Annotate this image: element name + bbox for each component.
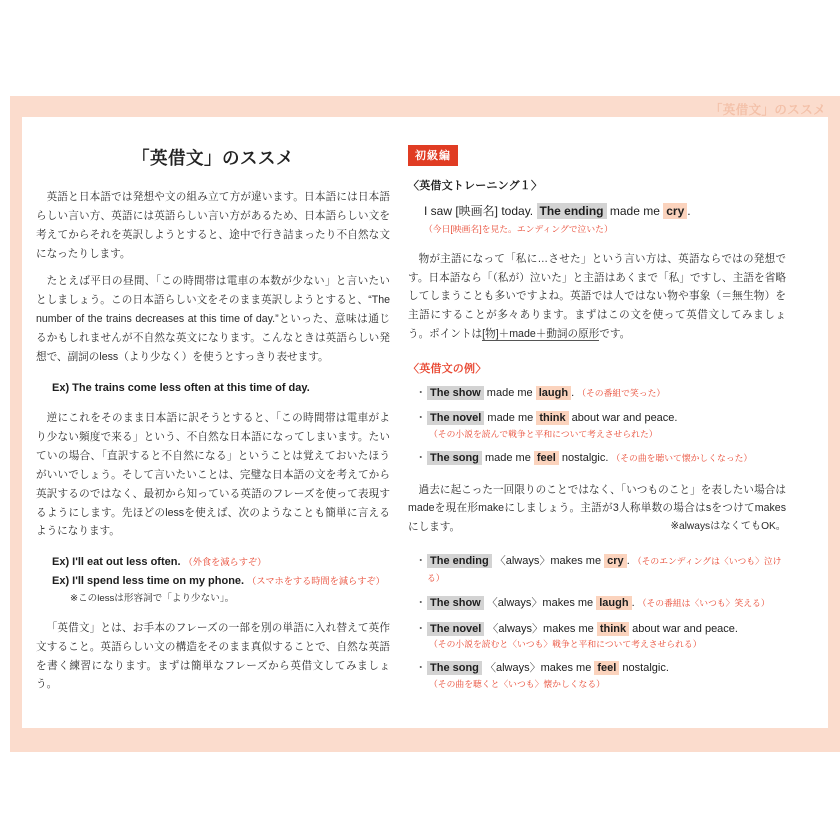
left-example-block-2	[36, 553, 390, 607]
right-paragraph-2-note: ※alwaysはなくてもOK。	[670, 521, 786, 533]
list-item	[418, 385, 786, 402]
examples-heading: 〈英借文の例〉	[408, 362, 487, 375]
example-subject: The ending	[427, 554, 492, 568]
example-translation: （そのエンディングは〈いつも〉泣ける）	[427, 556, 782, 583]
right-paragraph-1-a: 物が主語になって「私に…させた」という言い方は、英語ならではの発想です。日本語なら「（私が）泣いた」と主語はあくまで「私」ですし、主語を省略してしまうことも多いですよね。英語では人ではない物や事象（＝無生物）を主語にすることが多々あります。まずはこの文を使って英借文してみましょう。ポイントは	[408, 252, 786, 341]
example-post: .	[631, 597, 635, 610]
bullet-icon: ･	[418, 452, 424, 465]
left-column	[36, 123, 408, 728]
example-translation: （その小説を読むと〈いつも〉戦争と平和について考えさせられる）	[429, 639, 702, 650]
example-post: .	[571, 386, 575, 399]
example-post: nostalgic.	[622, 662, 669, 675]
example-mid: 〈always〉makes me	[487, 622, 594, 635]
example-mid: made me	[486, 386, 533, 399]
example-subject: The song	[427, 451, 482, 465]
list-item	[418, 553, 786, 586]
left-example-3-en: Ex) I'll spend less time on my phone.	[52, 574, 245, 587]
example-verb: feel	[534, 451, 559, 465]
training-sentence-subject: The ending	[537, 203, 607, 219]
left-paragraph-3: 逆にこれをそのまま日本語に訳そうとすると、「この時間帯は電車がより少ない頻度で来る」という、不自然な日本語になってしまいます。たいていの場合、「直訳すると不自然になる」ということは覚えておいたほうがいいでしょう。そして言いたいことは、完璧な日本語の文を考えてから英訳するのではなく、最初から知っている英語のフレーズを使って表現するようにします。先ほどのlessを使えば、次のようなことも簡単に言えるようになります。	[36, 412, 390, 538]
example-subject: The show	[427, 596, 484, 610]
bullet-icon: ･	[418, 555, 424, 568]
right-paragraph-1-underline: [物]＋made＋動詞の原形	[482, 328, 600, 341]
right-paragraph-2	[408, 481, 786, 538]
training-heading: 〈英借文トレーニング１〉	[408, 180, 543, 192]
example-mid: 〈always〉makes me	[494, 555, 602, 568]
example-post: about war and peace.	[571, 412, 678, 425]
example-subject: The novel	[427, 622, 484, 636]
example-subject: The novel	[427, 411, 484, 425]
examples-list-1	[408, 385, 786, 467]
example-subject: The song	[427, 661, 482, 675]
example-translation: （その番組で笑った）	[577, 387, 666, 398]
left-example-3-jp: （スマホをする時間を減らすぞ）	[247, 575, 385, 586]
bullet-icon: ･	[418, 662, 424, 675]
training-sentence-post: .	[687, 204, 691, 218]
training-sentence-mid: made me	[609, 204, 660, 218]
example-mid: 〈always〉makes me	[486, 597, 594, 610]
example-verb: think	[597, 622, 629, 636]
example-verb: cry	[604, 554, 627, 568]
right-column	[408, 123, 786, 728]
bullet-icon: ･	[418, 622, 424, 635]
example-verb: laugh	[536, 386, 571, 400]
page-title: 「英借文」のススメ	[132, 148, 294, 168]
right-paragraph-1-b: です。	[599, 328, 631, 341]
list-item	[418, 595, 786, 612]
example-mid: made me	[484, 452, 531, 465]
header-watermark: 「英借文」のススメ	[709, 103, 826, 117]
example-translation: （その番組は〈いつも〉笑える）	[637, 598, 770, 609]
training-sentence	[424, 202, 786, 221]
left-paragraph-4: 「英借文」とは、お手本のフレーズの一部を別の単語に入れ替えて英作文すること。英語らしい文の構造をそのまま真似することで、自然な英語を書く練習になります。まずは簡単なフレーズから英借文してみましょう。	[36, 621, 390, 691]
left-example-2-jp: （外食を減らすぞ）	[183, 557, 267, 568]
example-translation: （その小説を読んで戦争と平和について考えさせられた）	[429, 428, 658, 439]
example-verb: laugh	[596, 596, 631, 610]
example-subject: The show	[427, 386, 484, 400]
left-example-note: ※このlessは形容詞で「より少ない」。	[70, 592, 235, 604]
example-verb: feel	[594, 661, 619, 675]
list-item	[418, 450, 786, 467]
example-mid: made me	[487, 412, 534, 425]
bullet-icon: ･	[418, 597, 424, 610]
left-paragraph-2: たとえば平日の昼間、「この時間帯は電車の本数が少ない」と言いたいとしましょう。この日本語らしい文をそのまま英訳しようとすると、“The number of the trains decreases at this time of day.”といった、意味は通じるかもしれませんが不自然な英文になります。こんなときは英語らしい発想で、副詞のless（より少なく）を使うとすっきり表せます。	[36, 275, 390, 363]
bullet-icon: ･	[418, 412, 424, 425]
training-sentence-verb: cry	[663, 203, 687, 219]
example-post: nostalgic.	[561, 452, 609, 465]
right-paragraph-2-text: 過去に起こった一回限りのことではなく、「いつものこと」を表したい場合はmadeを現在形makeにしましょう。主語が3人称単数の場合はsをつけてmakesにします。	[408, 483, 786, 534]
bullet-icon: ･	[418, 386, 424, 399]
training-sentence-pre: I saw [映画名] today.	[424, 204, 534, 218]
level-badge: 初級編	[408, 145, 458, 166]
list-item	[418, 660, 786, 691]
left-example-2-en: Ex) I'll eat out less often.	[52, 556, 181, 569]
training-sentence-translation: （今日[映画名]を見た。エンディングで泣いた）	[424, 223, 613, 234]
example-post: about war and peace.	[632, 622, 738, 635]
left-example-2	[52, 553, 390, 572]
examples-list-2	[408, 553, 786, 691]
example-translation: （その曲を聴いて懐かしくなった）	[611, 453, 753, 464]
left-example-1: Ex) The trains come less often at this time of day.	[52, 381, 310, 394]
left-example-3	[52, 572, 390, 591]
example-verb: think	[536, 411, 568, 425]
left-paragraph-1: 英語と日本語では発想や文の組み立て方が違います。日本語には日本語らしい言い方、英語には英語らしい言い方があるため、日本語らしい文を考えてからそれを英訳しようとすると、途中で行き詰まったり不自然な文になったりします。	[36, 191, 390, 260]
content-columns	[22, 117, 828, 728]
example-translation: （その曲を聴くと〈いつも〉懐かしくなる）	[429, 678, 605, 689]
right-paragraph-1	[408, 250, 786, 344]
list-item	[418, 621, 786, 652]
list-item	[418, 410, 786, 441]
example-post: .	[626, 555, 630, 568]
example-mid: 〈always〉makes me	[484, 662, 592, 675]
left-example-block-1	[36, 379, 390, 398]
